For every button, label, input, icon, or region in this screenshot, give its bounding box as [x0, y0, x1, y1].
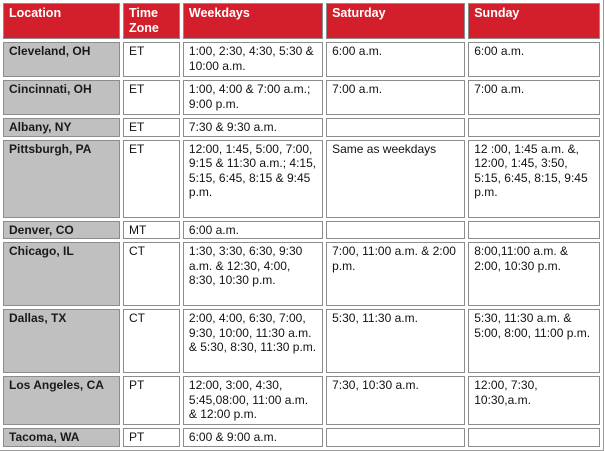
- weekdays-cell: 1:30, 3:30, 6:30, 9:30 a.m. & 12:30, 4:00, 8:30, 10:30 p.m.: [183, 242, 323, 306]
- time-zone-cell: ET: [123, 140, 180, 218]
- table-row: [3, 221, 600, 240]
- header-weekdays: Weekdays: [183, 3, 323, 39]
- saturday-cell: [326, 428, 465, 447]
- sunday-cell: 12 :00, 1:45 a.m. &, 12:00, 1:45, 3:50, 5:15, 6:45, 8:15, 9:45 p.m.: [468, 140, 600, 218]
- weekdays-cell: 7:30 & 9:30 a.m.: [183, 118, 323, 137]
- time-zone-cell: PT: [123, 376, 180, 425]
- weekdays-cell: 12:00, 1:45, 5:00, 7:00, 9:15 & 11:30 a.m.; 4:15, 5:15, 6:45, 8:15 & 9:45 p.m.: [183, 140, 323, 218]
- sunday-cell: [468, 221, 600, 240]
- header-saturday: Saturday: [326, 3, 465, 39]
- time-zone-cell: ET: [123, 42, 180, 77]
- location-cell: Albany, NY: [3, 118, 120, 137]
- location-cell: Pittsburgh, PA: [3, 140, 120, 218]
- weekdays-cell: 6:00 a.m.: [183, 221, 323, 240]
- saturday-cell: [326, 118, 465, 137]
- table-row: [3, 242, 600, 306]
- weekdays-cell: 6:00 & 9:00 a.m.: [183, 428, 323, 447]
- time-zone-cell: ET: [123, 118, 180, 137]
- sunday-cell: 12:00, 7:30, 10:30,a.m.: [468, 376, 600, 425]
- table-row: [3, 80, 600, 115]
- weekdays-cell: 12:00, 3:00, 4:30, 5:45,08:00, 11:00 a.m. & 12:00 p.m.: [183, 376, 323, 425]
- saturday-cell: 6:00 a.m.: [326, 42, 465, 77]
- location-cell: Cleveland, OH: [3, 42, 120, 77]
- header-time-zone: Time Zone: [123, 3, 180, 39]
- table-row: [3, 118, 600, 137]
- weekdays-cell: 1:00, 2:30, 4:30, 5:30 & 10:00 a.m.: [183, 42, 323, 77]
- saturday-cell: 7:00, 11:00 a.m. & 2:00 p.m.: [326, 242, 465, 306]
- sunday-cell: [468, 428, 600, 447]
- sunday-cell: [468, 118, 600, 137]
- saturday-cell: [326, 221, 465, 240]
- header-location: Location: [3, 3, 120, 39]
- header-row: [3, 3, 600, 39]
- table-row: [3, 376, 600, 425]
- location-cell: Denver, CO: [3, 221, 120, 240]
- table-row: [3, 42, 600, 77]
- location-cell: Tacoma, WA: [3, 428, 120, 447]
- sunday-cell: 5:30, 11:30 a.m. & 5:00, 8:00, 11:00 p.m.: [468, 309, 600, 373]
- weekdays-cell: 1:00, 4:00 & 7:00 a.m.; 9:00 p.m.: [183, 80, 323, 115]
- header-sunday: Sunday: [468, 3, 600, 39]
- time-zone-cell: ET: [123, 80, 180, 115]
- sunday-cell: 6:00 a.m.: [468, 42, 600, 77]
- saturday-cell: 5:30, 11:30 a.m.: [326, 309, 465, 373]
- saturday-cell: 7:30, 10:30 a.m.: [326, 376, 465, 425]
- table-row: [3, 309, 600, 373]
- location-cell: Dallas, TX: [3, 309, 120, 373]
- saturday-cell: 7:00 a.m.: [326, 80, 465, 115]
- location-cell: Los Angeles, CA: [3, 376, 120, 425]
- time-zone-cell: CT: [123, 309, 180, 373]
- sunday-cell: 7:00 a.m.: [468, 80, 600, 115]
- saturday-cell: Same as weekdays: [326, 140, 465, 218]
- table-row: [3, 140, 600, 218]
- table-row: [3, 428, 600, 447]
- weekdays-cell: 2:00, 4:00, 6:30, 7:00, 9:30, 10:00, 11:30 a.m. & 5:30, 8:30, 11:30 p.m.: [183, 309, 323, 373]
- time-zone-cell: CT: [123, 242, 180, 306]
- time-zone-cell: MT: [123, 221, 180, 240]
- time-zone-cell: PT: [123, 428, 180, 447]
- location-cell: Cincinnati, OH: [3, 80, 120, 115]
- location-cell: Chicago, IL: [3, 242, 120, 306]
- sunday-cell: 8:00,11:00 a.m. & 2:00, 10:30 p.m.: [468, 242, 600, 306]
